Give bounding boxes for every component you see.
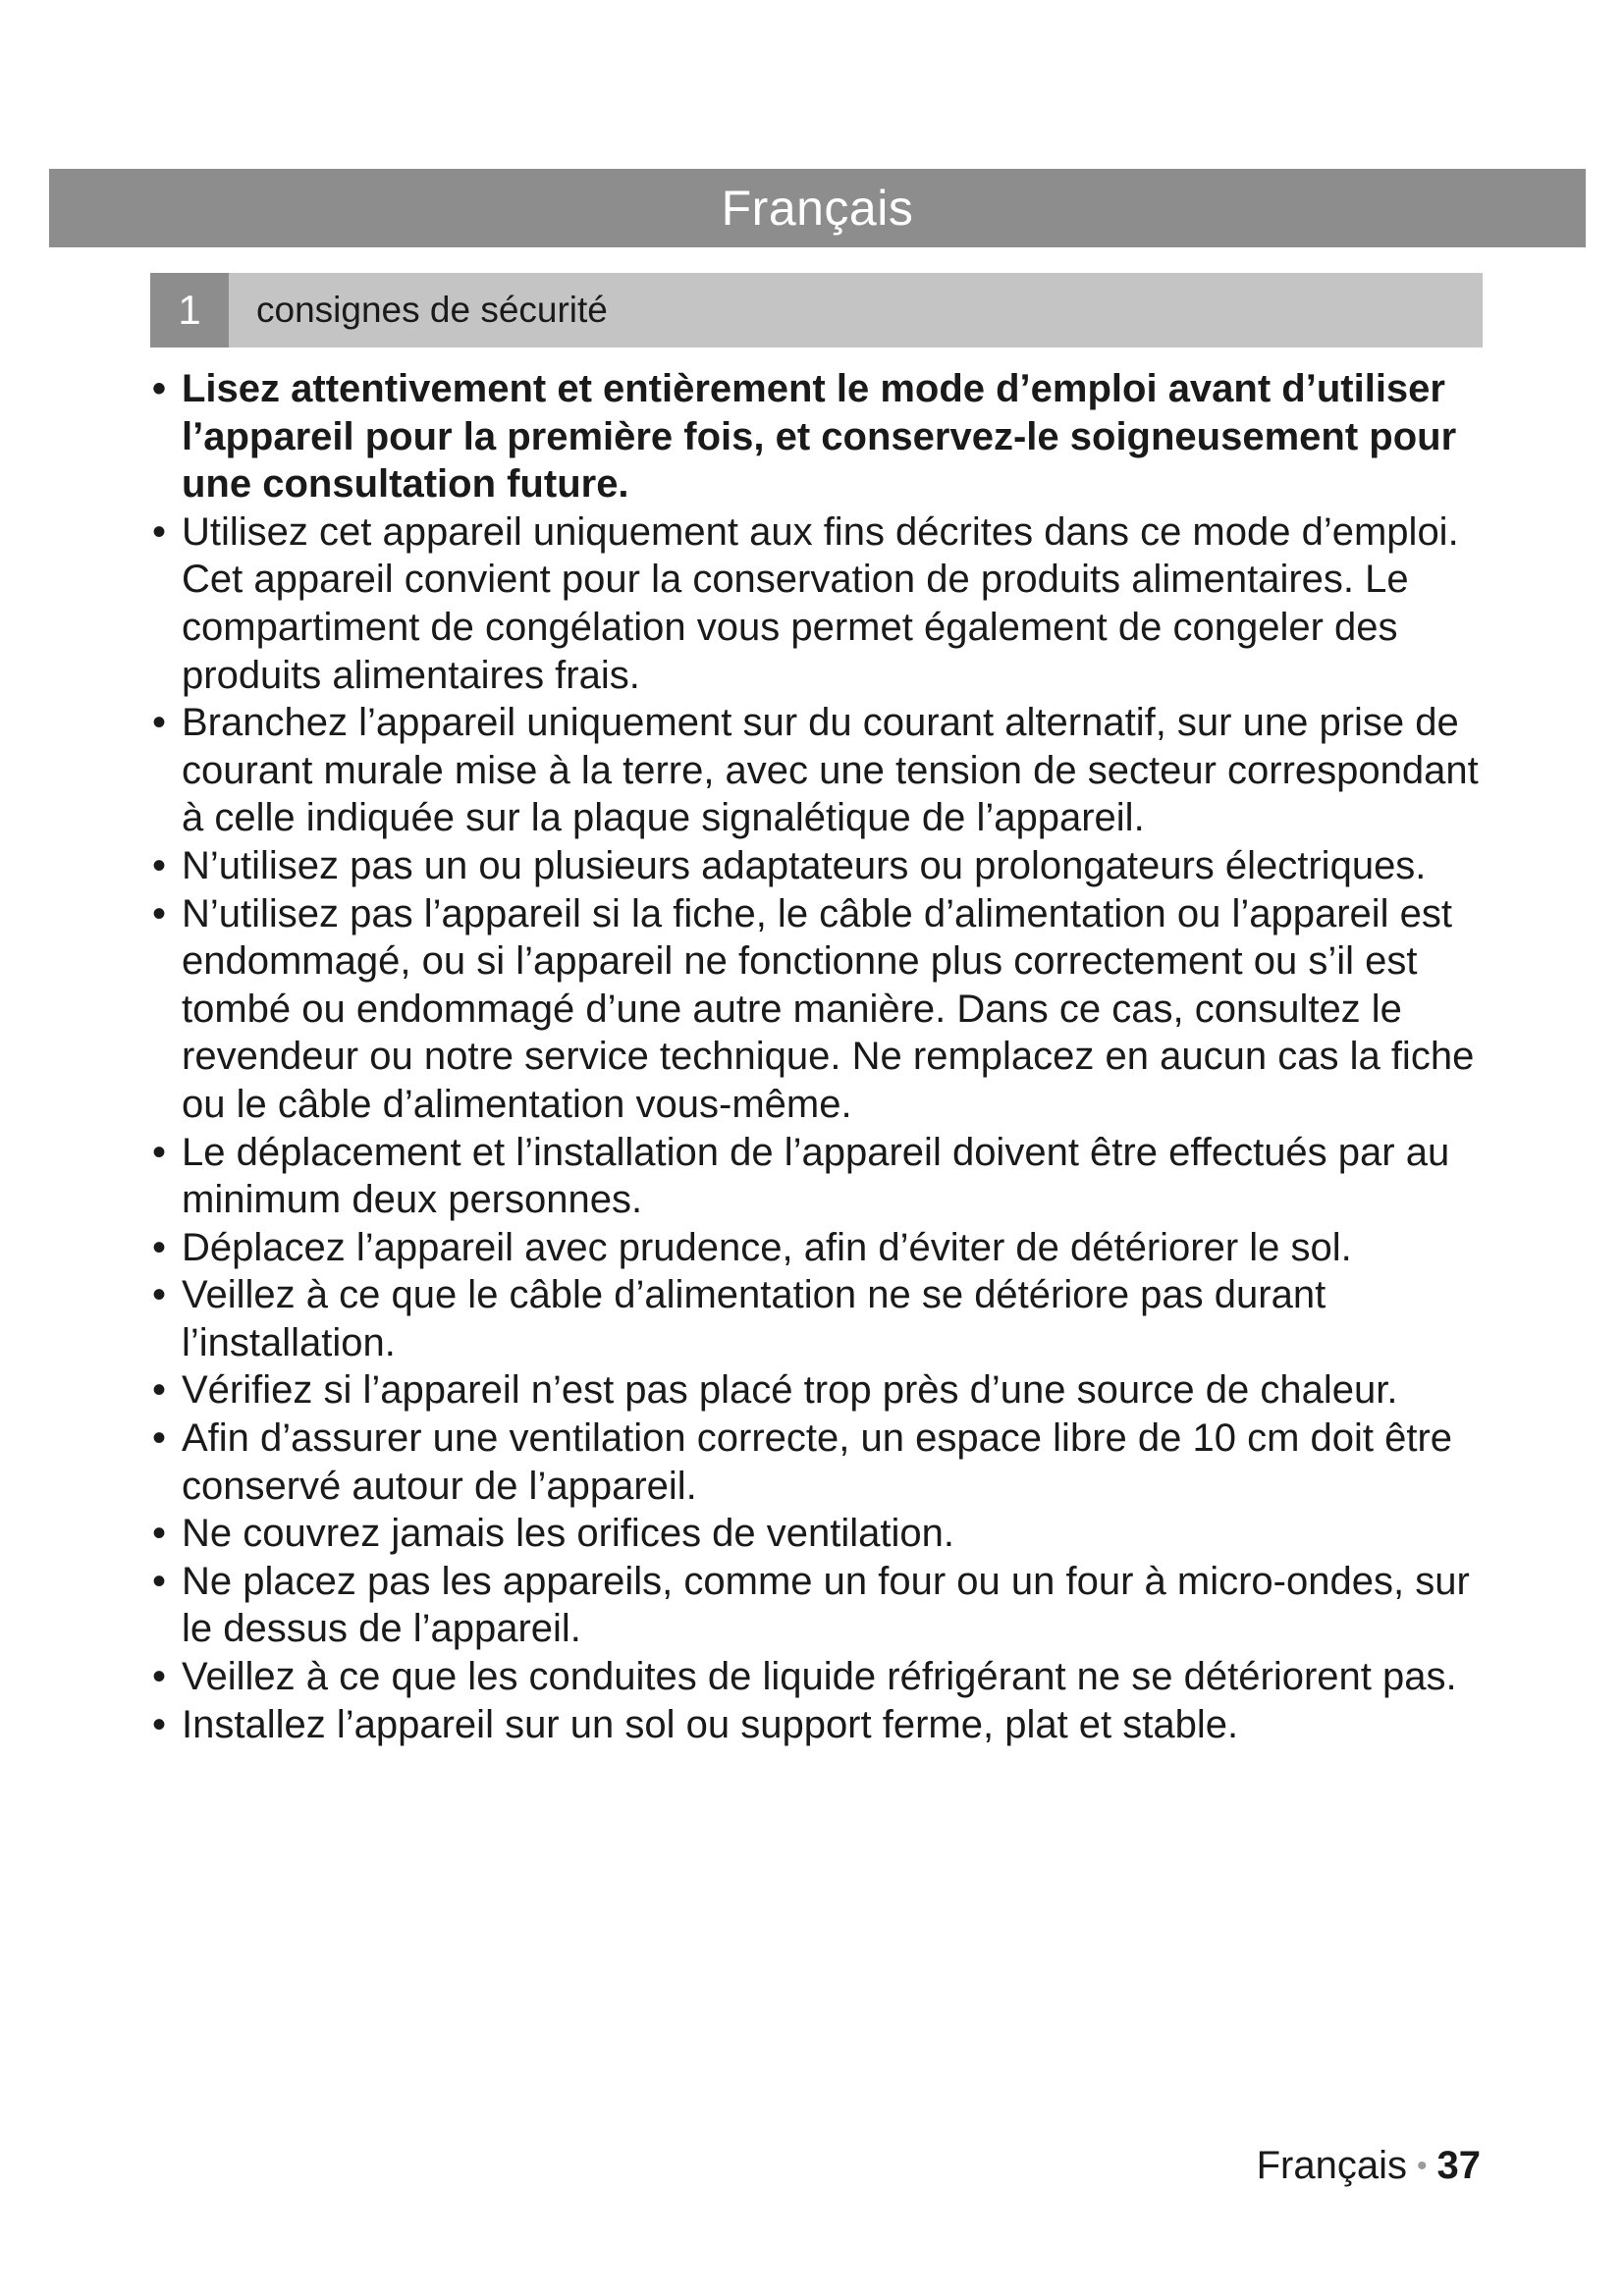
language-title: Français [721, 181, 914, 236]
list-item: • Veillez à ce que les conduites de liquide réfrigérant ne se détériorent pas. [150, 1653, 1488, 1701]
list-item: • Veillez à ce que le câble d’alimentation ne se détériore pas durant l’installation. [150, 1271, 1488, 1366]
section-title: consignes de sécurité [256, 290, 608, 330]
list-item: • Lisez attentivement et entièrement le mode d’emploi avant d’utiliser l’appareil pour la première fois, et conservez-le soigneusement pour une consultation future. [150, 365, 1488, 508]
bullet-separator-icon: • [1416, 2149, 1428, 2182]
list-item: • Afin d’assurer une ventilation correcte, un espace libre de 10 cm doit être conservé autour de l’appareil. [150, 1415, 1488, 1510]
list-item: • Ne couvrez jamais les orifices de ventilation. [150, 1510, 1488, 1558]
language-banner [49, 169, 1586, 247]
page-footer [1257, 2144, 1481, 2188]
footer-language: Français [1256, 2144, 1407, 2187]
list-item: • Le déplacement et l’installation de l’appareil doivent être effectués par au minimum deux personnes. [150, 1129, 1488, 1224]
section-number: 1 [150, 273, 229, 347]
list-item: • Déplacez l’appareil avec prudence, afin d’éviter de détériorer le sol. [150, 1224, 1488, 1272]
safety-instructions [150, 365, 1488, 1748]
safety-list [150, 365, 1488, 1748]
list-item: • N’utilisez pas l’appareil si la fiche, le câble d’alimentation ou l’appareil est endommagé, ou si l’appareil ne fonctionne plus correctement ou s’il est tombé ou endommagé d’une autre manière. Dans ce cas, consultez le revendeur ou notre service technique. Ne remplacez en aucun cas la fiche ou le câble d’alimentation vous-même. [150, 890, 1488, 1129]
list-item: • Utilisez cet appareil uniquement aux fins décrites dans ce mode d’emploi. Cet appareil convient pour la conservation de produits alimentaires. Le compartiment de congélation vous permet également de congeler des produits alimentaires frais. [150, 508, 1488, 699]
list-item: • Installez l’appareil sur un sol ou support ferme, plat et stable. [150, 1701, 1488, 1749]
list-item: • Vérifiez si l’appareil n’est pas placé trop près d’une source de chaleur. [150, 1366, 1488, 1415]
list-item: • Ne placez pas les appareils, comme un four ou un four à micro-ondes, sur le dessus de l’appareil. [150, 1558, 1488, 1653]
list-item: • N’utilisez pas un ou plusieurs adaptateurs ou prolongateurs électriques. [150, 842, 1488, 890]
page-number: 37 [1436, 2144, 1481, 2187]
list-item: • Branchez l’appareil uniquement sur du courant alternatif, sur une prise de courant murale mise à la terre, avec une tension de secteur correspondant à celle indiquée sur la plaque signalétique de l’appareil. [150, 699, 1488, 842]
section-header [150, 273, 1483, 347]
